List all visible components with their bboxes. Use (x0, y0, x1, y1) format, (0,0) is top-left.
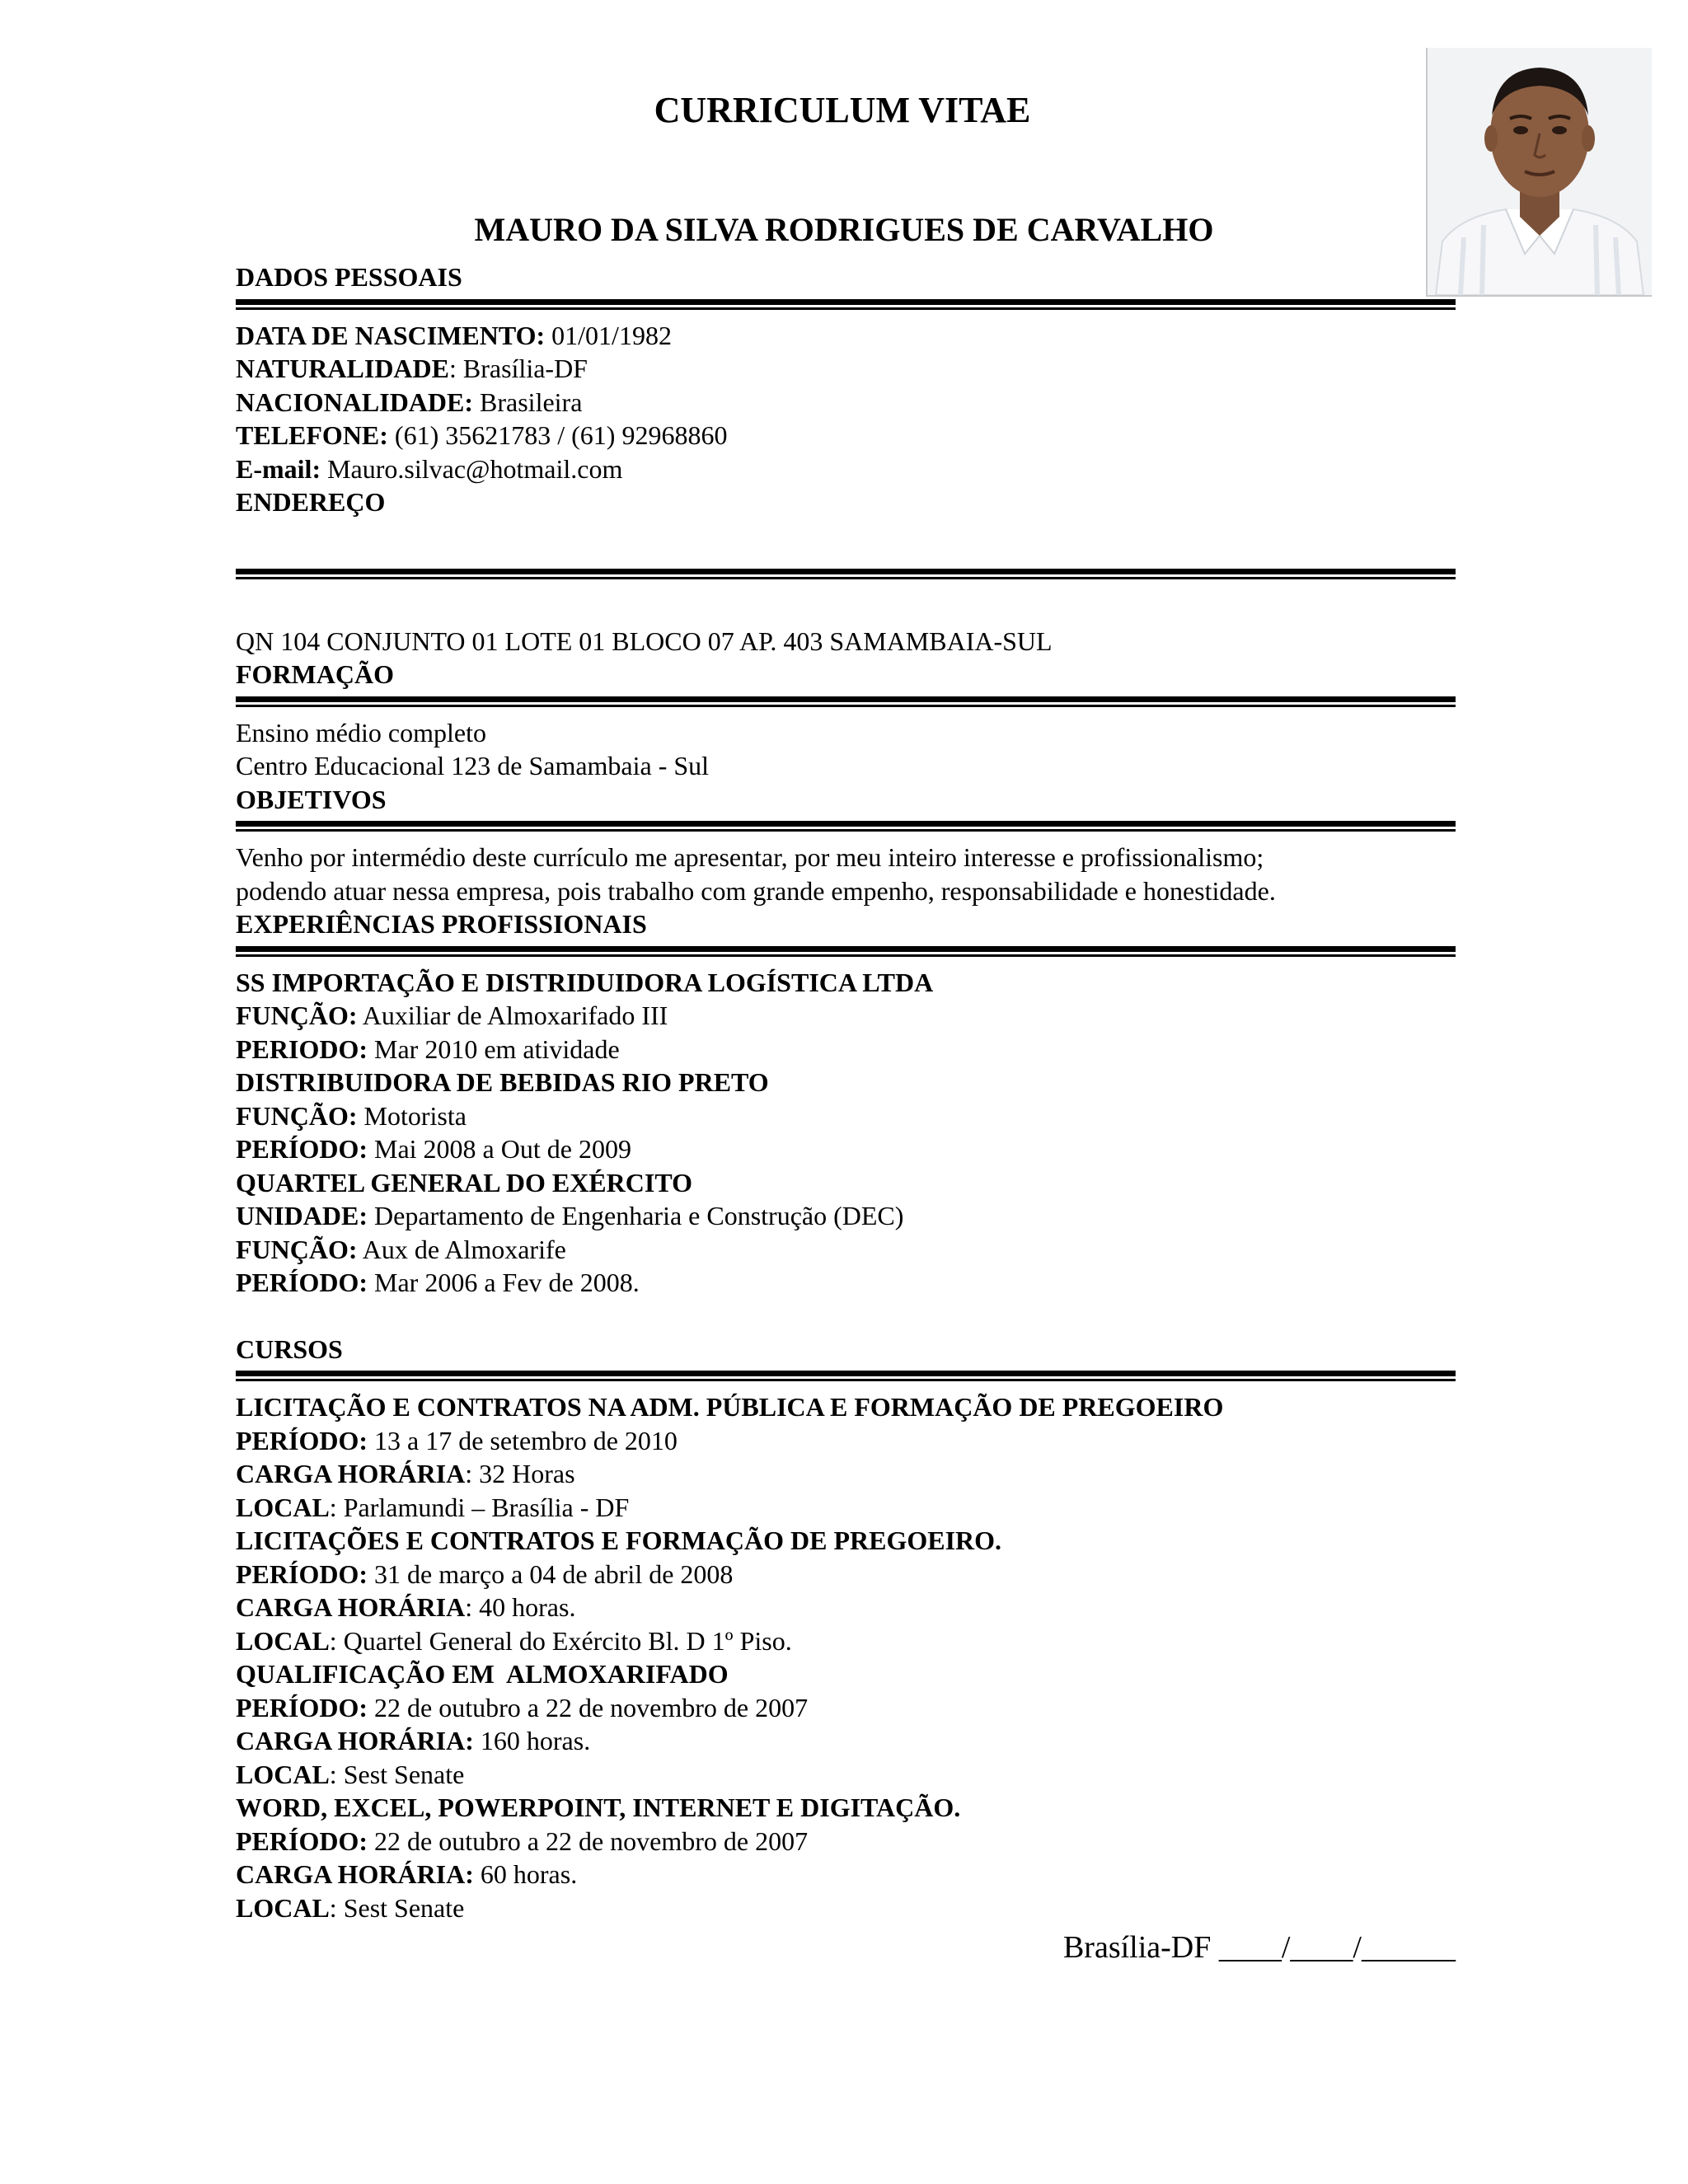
course-field: LOCAL: Sest Senate (236, 1892, 465, 1923)
personal-item-email: E-mail: Mauro.silvac@hotmail.com (236, 453, 623, 484)
section-heading-experiencias: EXPERIÊNCIAS PROFISSIONAIS (236, 909, 647, 939)
section-heading-dados-pessoais: DADOS PESSOAIS (236, 262, 462, 292)
course-field: LOCAL: Sest Senate (236, 1759, 465, 1789)
section-heading-objetivos: OBJETIVOS (236, 784, 387, 814)
objetivos-line: podendo atuar nessa empresa, pois trabalho com grande empenho, responsabilidade e honestidade. (236, 875, 1276, 906)
section-divider (236, 299, 1456, 310)
course-field: LOCAL: Quartel General do Exército Bl. D 1º Piso. (236, 1625, 792, 1656)
course-title: QUALIFICAÇÃO EM ALMOXARIFADO (236, 1659, 729, 1689)
section-heading-cursos: CURSOS (236, 1333, 343, 1364)
course-field: CARGA HORÁRIA: 160 horas. (236, 1726, 591, 1755)
experience-field: FUNÇÃO: Auxiliar de Almoxarifado III (236, 1001, 668, 1030)
experience-company: DISTRIBUIDORA DE BEBIDAS RIO PRETO (236, 1067, 769, 1097)
course-field: PERÍODO: 13 a 17 de setembro de 2010 (236, 1425, 678, 1455)
experience-field: FUNÇÃO: Motorista (236, 1100, 467, 1131)
experience-company: QUARTEL GENERAL DO EXÉRCITO (236, 1167, 692, 1197)
objetivos-line: Venho por intermédio deste currículo me apresentar, por meu inteiro interesse e profissionalismo; (236, 842, 1264, 872)
formacao-line: Ensino médio completo (236, 717, 486, 748)
formacao-line: Centro Educacional 123 de Samambaia - Sul (236, 751, 710, 780)
experience-field: PERÍODO: Mai 2008 a Out de 2009 (236, 1134, 631, 1164)
candidate-name: MAURO DA SILVA RODRIGUES DE CARVALHO (474, 211, 1214, 248)
course-field: PERÍODO: 31 de março a 04 de abril de 2008 (236, 1558, 734, 1589)
endereco-value: QN 104 CONJUNTO 01 LOTE 01 BLOCO 07 AP. 403 SAMAMBAIA-SUL (236, 626, 1053, 656)
course-title: LICITAÇÕES E CONTRATOS E FORMAÇÃO DE PREGOEIRO. (236, 1526, 1002, 1555)
personal-item-telefone: TELEFONE: (61) 35621783 / (61) 92968860 (236, 420, 728, 450)
section-divider (236, 821, 1456, 832)
experience-field: PERÍODO: Mar 2006 a Fev de 2008. (236, 1268, 640, 1297)
course-field: LOCAL: Parlamundi – Brasília - DF (236, 1492, 630, 1522)
personal-item-birth-date: DATA DE NASCIMENTO: 01/01/1982 (236, 320, 672, 350)
profile-photo (1426, 48, 1652, 297)
course-title: LICITAÇÃO E CONTRATOS NA ADM. PÚBLICA E FORMAÇÃO DE PREGOEIRO (236, 1392, 1224, 1422)
section-divider (236, 946, 1456, 957)
signature-date-line: Brasília-DF ____/____/______ (1062, 1930, 1456, 1965)
section-heading-formacao: FORMAÇÃO (236, 659, 394, 689)
course-field: CARGA HORÁRIA: 40 horas. (236, 1592, 576, 1622)
personal-item-nacionalidade: NACIONALIDADE: Brasileira (236, 387, 583, 417)
course-field: CARGA HORÁRIA: 32 Horas (236, 1459, 575, 1488)
course-field: PERÍODO: 22 de outubro a 22 de novembro de 2007 (236, 1825, 809, 1856)
course-field: CARGA HORÁRIA: 60 horas. (236, 1859, 578, 1889)
endereco-label: ENDEREÇO (236, 487, 386, 517)
section-divider (236, 696, 1456, 707)
section-divider (236, 569, 1456, 579)
personal-item-naturalidade: NATURALIDADE: Brasília-DF (236, 354, 588, 383)
course-field: PERÍODO: 22 de outubro a 22 de novembro de 2007 (236, 1692, 809, 1722)
document-title: CURRICULUM VITAE (654, 90, 1031, 130)
cv-content (236, 260, 1456, 1965)
experience-company: SS IMPORTAÇÃO E DISTRIDUIDORA LOGÍSTICA LTDA (236, 967, 934, 997)
experience-field: FUNÇÃO: Aux de Almoxarife (236, 1234, 566, 1264)
course-title: WORD, EXCEL, POWERPOINT, INTERNET E DIGITAÇÃO. (236, 1793, 961, 1822)
experience-field: UNIDADE: Departamento de Engenharia e Construção (DEC) (236, 1201, 904, 1230)
experience-field: PERIODO: Mar 2010 em atividade (236, 1033, 620, 1064)
section-divider (236, 1371, 1456, 1381)
